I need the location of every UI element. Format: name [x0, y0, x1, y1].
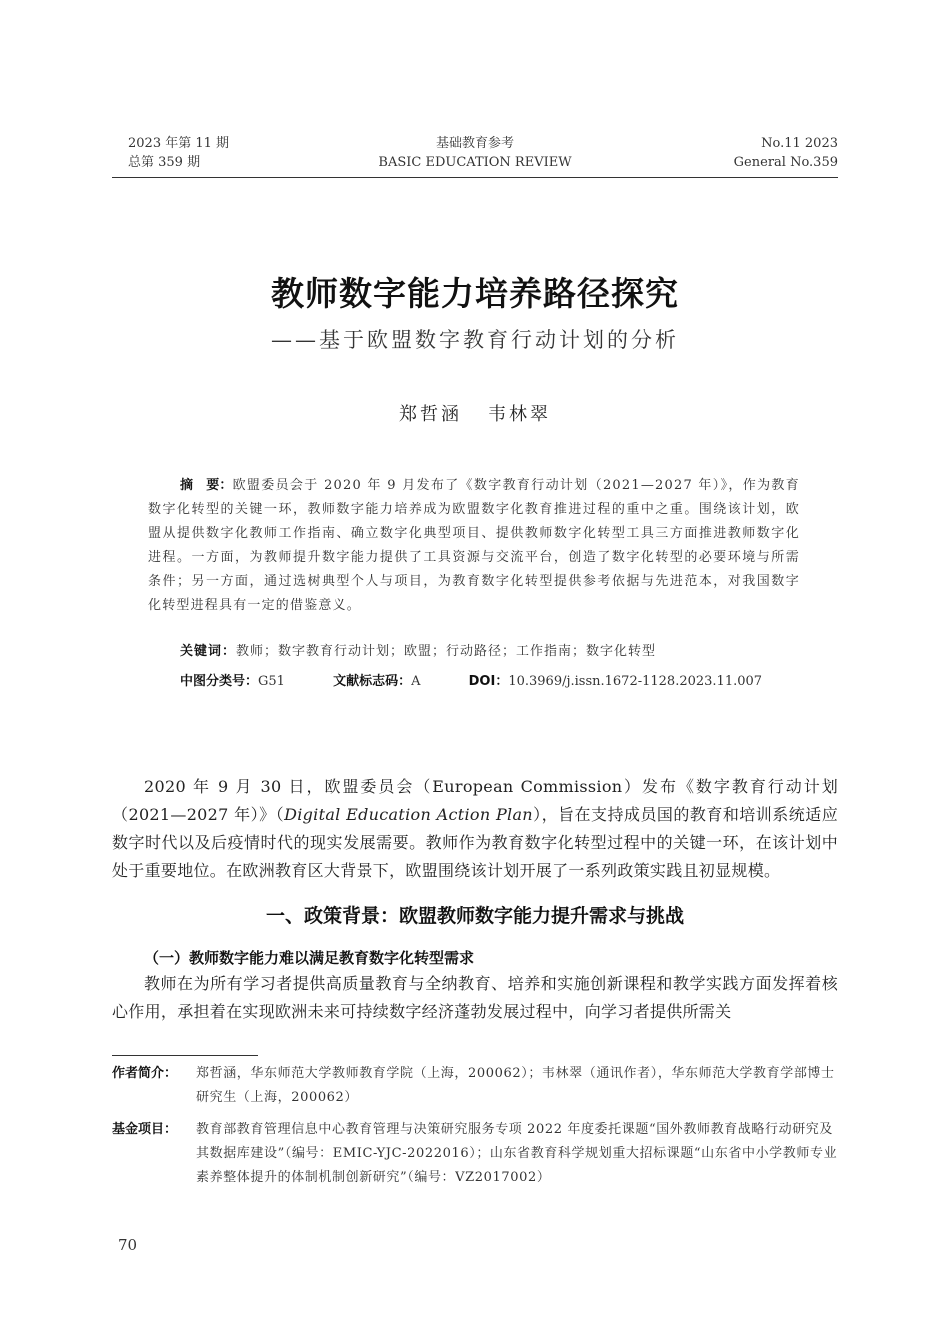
footnote-divider [112, 1055, 258, 1056]
author-bio-text: 郑哲涵，华东师范大学教师教育学院（上海，200062）；韦林翠（通讯作者），华东师范大学教育学部博士研究生（上海，200062） [196, 1066, 835, 1105]
abstract-label: 摘 要： [180, 478, 233, 493]
subsection-heading: （一）教师数字能力难以满足教育数字化转型需求 [144, 949, 475, 967]
issue-number-en: No.11 2023 [761, 136, 838, 151]
section-heading: 一、政策背景：欧盟教师数字能力提升需求与挑战 [265, 905, 684, 927]
doi-value: 10.3969/j.issn.1672-1128.2023.11.007 [508, 674, 763, 689]
funding-footnote [112, 1118, 838, 1190]
author-bio-label: 作者简介： [112, 1066, 178, 1081]
page-number: 70 [118, 1236, 138, 1254]
author-name: 韦林翠 [488, 404, 551, 425]
author-name: 郑哲涵 [399, 404, 462, 425]
plan-english-title: Digital Education Action Plan [284, 805, 533, 824]
abstract-text: 欧盟委员会于 2020 年 9 月发布了《数字教育行动计划（2021—2027 年）》，作为教育数字化转型的关键一环，教师数字能力培养成为欧盟数字化教育推进过程的重中之重。围绕该计划，欧盟从提供数字化教师工作指南、确立数字化典型项目、提供教师数字化转型工具三方面推进教师数字化进程。一方面，为教师提升数字能力提供了工具资源与交流平台，创造了数字化转型的必要环境与所需条件；另一方面，通过选树典型个人与项目，为教育数字化转型提供参考依据与先进范本，对我国数字化转型进程具有一定的借鉴意义。 [148, 478, 800, 613]
clc-label: 中图分类号： [180, 674, 259, 689]
keywords-text: 教师；数字教育行动计划；欧盟；行动路径；工作指南；数字化转型 [236, 644, 657, 659]
issue-number: 2023 年第 11 期 [128, 136, 230, 151]
body-paragraph: 教师在为所有学习者提供高质量教育与全纳教育、培养和实施创新课程和教学实践方面发挥着核心作用，承担着在实现欧洲未来可持续数字经济蓬勃发展过程中，向学习者提供所需关 [112, 974, 838, 1021]
total-issue-number: 总第 359 期 [128, 155, 201, 170]
clc-value: G51 [258, 674, 285, 689]
journal-issue-info-en [734, 134, 838, 172]
general-number-en: General No.359 [733, 155, 838, 170]
journal-name-cn: 基础教育参考 [435, 136, 514, 151]
paragraph-text: ），旨在支持成员国的教育和培训系统适应数字时代以及后疫情时代的现实发展需要。教师作为教育数字化转型过程中的关键一环，在该计划中处于重要地位。在欧洲教育区大背景下，欧盟围绕该计划开展了一系列政策实践且初显规模。 [112, 805, 838, 880]
article-subtitle: ——基于欧盟数字教育行动计划的分析 [271, 328, 679, 352]
author-bio-footnote [112, 1062, 838, 1110]
article-title: 教师数字能力培养路径探究 [271, 274, 679, 313]
classification-line [180, 670, 762, 689]
paragraph-text: 2020 年 9 月 30 日，欧盟委员会（European Commission）发布《数字教育行动计划（2021—2027 年）》（ [112, 777, 838, 824]
body-paragraph [112, 773, 838, 885]
funding-text: 教育部教育管理信息中心教育管理与决策研究服务专项 2022 年度委托课题“国外教师教育战略行动研究及其数据库建设”（编号：EMIC-YJC-2022016）；山东省教育科学规划重大招标课题“山东省中小学教师专业素养整体提升的体制机制创新研究”（编号：VZ2017002） [196, 1122, 838, 1185]
doi-label: DOI： [468, 674, 509, 689]
keywords-label: 关键词： [180, 644, 237, 659]
funding-label: 基金项目： [112, 1122, 178, 1137]
keywords [180, 640, 656, 659]
doc-code-label: 文献标志码： [333, 674, 412, 689]
author-list [0, 400, 950, 426]
header-divider [112, 177, 838, 178]
doc-code-value: A [411, 674, 421, 689]
abstract [148, 474, 800, 618]
journal-name-en: BASIC EDUCATION REVIEW [378, 155, 572, 170]
